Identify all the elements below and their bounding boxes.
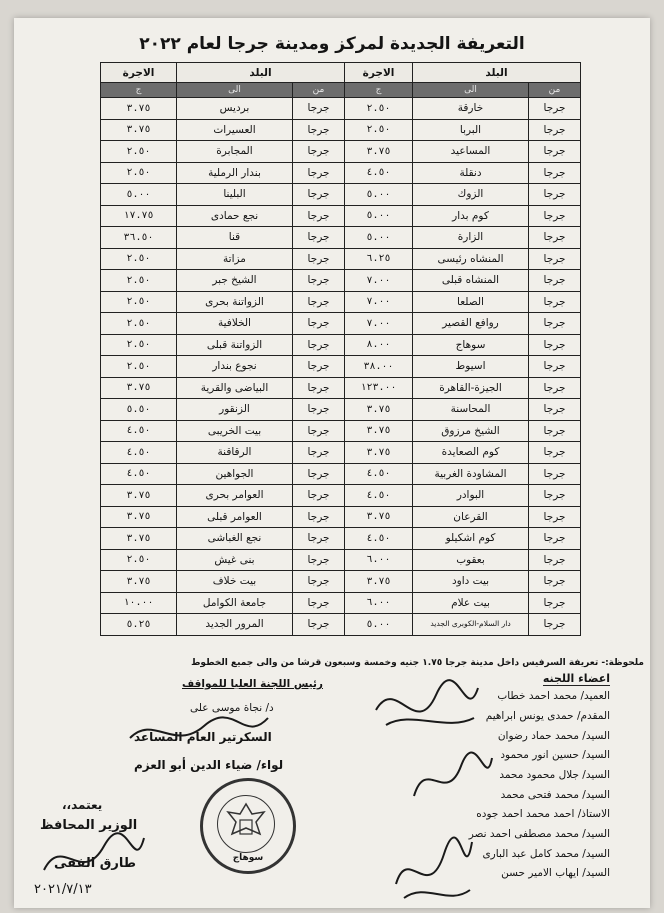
to-cell: نجع حمادى xyxy=(177,205,293,227)
fare-cell: ١٠.٠٠ xyxy=(101,592,177,614)
signature-scribble-1 xyxy=(366,670,486,750)
table-row xyxy=(101,334,581,356)
fare-table xyxy=(100,62,581,636)
to-cell: مزاتة xyxy=(177,248,293,270)
header-town-left: البلد xyxy=(177,63,345,83)
fare-cell: ١٢٣.٠٠ xyxy=(345,377,413,399)
from-cell: جرجا xyxy=(529,442,581,464)
fare-cell: ٥.٠٠ xyxy=(345,614,413,636)
fare-cell: ٢.٥٠ xyxy=(101,549,177,571)
committee-title: اعضاء اللجنه xyxy=(542,672,610,685)
table-row xyxy=(101,98,581,120)
from-cell: جرجا xyxy=(293,248,345,270)
fare-cell: ٥.٢٥ xyxy=(101,614,177,636)
from-cell: جرجا xyxy=(293,463,345,485)
fare-cell: ٢.٥٠ xyxy=(101,248,177,270)
to-cell: المحاسنة xyxy=(413,399,529,421)
to-cell: كوم بدار xyxy=(413,205,529,227)
signature-scribble-4 xyxy=(124,708,274,758)
subheader-from-right: من xyxy=(529,83,581,98)
to-cell: الزنقور xyxy=(177,399,293,421)
table-row xyxy=(101,592,581,614)
to-cell: بيت الخريبى xyxy=(177,420,293,442)
to-cell: الشيخ جبر xyxy=(177,270,293,292)
fare-cell: ٥.٠٠ xyxy=(101,184,177,206)
from-cell: جرجا xyxy=(293,377,345,399)
subheader-from-left: من xyxy=(293,83,345,98)
to-cell: المجابرة xyxy=(177,141,293,163)
table-row xyxy=(101,356,581,378)
from-cell: جرجا xyxy=(293,356,345,378)
fare-cell: ٧.٠٠ xyxy=(345,313,413,335)
to-cell: الخلافية xyxy=(177,313,293,335)
to-cell: المساعيد xyxy=(413,141,529,163)
from-cell: جرجا xyxy=(293,270,345,292)
to-cell: بندار الرملية xyxy=(177,162,293,184)
from-cell: جرجا xyxy=(529,98,581,120)
from-cell: جرجا xyxy=(293,291,345,313)
table-row xyxy=(101,248,581,270)
secretary-title: السكرتير العام المساعد xyxy=(134,730,272,744)
header-fare-right: الاجرة xyxy=(345,63,413,83)
fare-cell: ٢.٥٠ xyxy=(101,291,177,313)
from-cell: جرجا xyxy=(529,463,581,485)
table-row xyxy=(101,614,581,636)
to-cell: روافع القصير xyxy=(413,313,529,335)
subheader-to-left: الى xyxy=(177,83,293,98)
to-cell: الزواتنة بحرى xyxy=(177,291,293,313)
fare-cell: ٣.٧٥ xyxy=(345,442,413,464)
from-cell: جرجا xyxy=(293,506,345,528)
from-cell: جرجا xyxy=(529,313,581,335)
from-cell: جرجا xyxy=(293,592,345,614)
table-row xyxy=(101,162,581,184)
from-cell: جرجا xyxy=(529,399,581,421)
to-cell: دار السلام-الكوبرى الجديد xyxy=(413,614,529,636)
from-cell: جرجا xyxy=(529,227,581,249)
fare-cell: ٥.٠٠ xyxy=(345,184,413,206)
to-cell: الرقاقنة xyxy=(177,442,293,464)
from-cell: جرجا xyxy=(529,334,581,356)
table-row xyxy=(101,377,581,399)
governor-name: طارق الفقى xyxy=(54,856,136,871)
from-cell: جرجا xyxy=(529,291,581,313)
to-cell: بيت علام xyxy=(413,592,529,614)
from-cell: جرجا xyxy=(529,270,581,292)
to-cell: العوامر قبلى xyxy=(177,506,293,528)
to-cell: بنى غيش xyxy=(177,549,293,571)
fare-cell: ٤.٥٠ xyxy=(345,485,413,507)
fare-cell: ٨.٠٠ xyxy=(345,334,413,356)
table-row xyxy=(101,313,581,335)
from-cell: جرجا xyxy=(529,184,581,206)
committee-member: السيد/ ايهاب الامير حسن xyxy=(501,867,610,879)
table-row xyxy=(101,485,581,507)
fare-cell: ٣.٧٥ xyxy=(101,506,177,528)
table-row xyxy=(101,420,581,442)
to-cell: دنقلة xyxy=(413,162,529,184)
from-cell: جرجا xyxy=(293,420,345,442)
fare-cell: ٣.٧٥ xyxy=(345,141,413,163)
signature-scribble-5 xyxy=(38,830,148,890)
fare-cell: ٢.٥٠ xyxy=(101,270,177,292)
from-cell: جرجا xyxy=(529,614,581,636)
from-cell: جرجا xyxy=(529,119,581,141)
governorate-seal xyxy=(200,778,296,874)
from-cell: جرجا xyxy=(293,485,345,507)
committee-member: السيد/ محمد كامل عبد البارى xyxy=(482,848,610,860)
to-cell: البلينا xyxy=(177,184,293,206)
fare-cell: ٥.٠٠ xyxy=(345,205,413,227)
fare-cell: ٧.٠٠ xyxy=(345,291,413,313)
fare-cell: ٤.٥٠ xyxy=(345,463,413,485)
table-row xyxy=(101,506,581,528)
minister-title: الوزير المحافظ xyxy=(40,818,138,833)
to-cell: جامعة الكوامل xyxy=(177,592,293,614)
from-cell: جرجا xyxy=(293,399,345,421)
to-cell: الجواهين xyxy=(177,463,293,485)
header-town-right: البلد xyxy=(413,63,581,83)
subheader-pound-right: ج xyxy=(345,83,413,98)
fare-cell: ٣٨.٠٠ xyxy=(345,356,413,378)
from-cell: جرجا xyxy=(293,141,345,163)
table-subheader-row xyxy=(101,83,581,98)
chair-name: د/ نجاة موسى على xyxy=(190,702,274,714)
fare-cell: ٣.٧٥ xyxy=(345,571,413,593)
header-fare-left: الاجرة xyxy=(101,63,177,83)
document-page xyxy=(14,18,650,908)
table-row xyxy=(101,227,581,249)
to-cell: بيت خلاف xyxy=(177,571,293,593)
to-cell: نجع الغباشى xyxy=(177,528,293,550)
fare-table-body xyxy=(101,98,581,636)
seal-label: سوهاج xyxy=(232,853,264,863)
to-cell: المنشاه قبلى xyxy=(413,270,529,292)
from-cell: جرجا xyxy=(529,592,581,614)
from-cell: جرجا xyxy=(293,184,345,206)
from-cell: جرجا xyxy=(293,162,345,184)
fare-cell: ٢.٥٠ xyxy=(101,313,177,335)
general-name: لواء/ ضياء الدين أبو العزم xyxy=(134,758,284,772)
table-header-row xyxy=(101,63,581,83)
table-row xyxy=(101,184,581,206)
to-cell: البياضى والقرية xyxy=(177,377,293,399)
to-cell: كوم اشكيلو xyxy=(413,528,529,550)
fare-cell: ٧.٠٠ xyxy=(345,270,413,292)
document-title: التعريفة الجديدة لمركز ومدينة جرجا لعام ٢٠٢٢ xyxy=(139,34,525,54)
to-cell: الجيزة-القاهرة xyxy=(413,377,529,399)
from-cell: جرجا xyxy=(529,356,581,378)
from-cell: جرجا xyxy=(293,227,345,249)
to-cell: نجوع بندار xyxy=(177,356,293,378)
from-cell: جرجا xyxy=(293,205,345,227)
from-cell: جرجا xyxy=(293,334,345,356)
signature-scribble-3 xyxy=(386,824,476,908)
fare-cell: ٤.٥٠ xyxy=(345,528,413,550)
fare-cell: ٢.٥٠ xyxy=(345,119,413,141)
to-cell: الزوك xyxy=(413,184,529,206)
to-cell: المشاودة الغربية xyxy=(413,463,529,485)
from-cell: جرجا xyxy=(529,485,581,507)
table-row xyxy=(101,463,581,485)
fare-note: ملحوظة:- تعريفة السرفيس داخل مدينة جرجا ١.٧٥ جنيه وخمسة وسبعون قرشا من والى جميع الخطوط xyxy=(191,658,644,668)
table-row xyxy=(101,442,581,464)
to-cell: قنا xyxy=(177,227,293,249)
from-cell: جرجا xyxy=(529,141,581,163)
fare-cell: ٣.٧٥ xyxy=(101,377,177,399)
committee-member: السيد/ جلال محمود محمد xyxy=(499,769,610,781)
fare-cell: ٣.٧٥ xyxy=(101,485,177,507)
to-cell: برديس xyxy=(177,98,293,120)
from-cell: جرجا xyxy=(293,571,345,593)
from-cell: جرجا xyxy=(529,571,581,593)
from-cell: جرجا xyxy=(293,614,345,636)
committee-member: السيد/ محمد حماد رضوان xyxy=(497,730,610,742)
fare-cell: ٣.٧٥ xyxy=(345,420,413,442)
committee-member: السيد/ محمد فتحى محمد xyxy=(500,789,610,801)
fare-cell: ٢.٥٠ xyxy=(345,98,413,120)
committee-member: الاستاذ/ احمد محمد احمد جوده xyxy=(476,808,610,820)
to-cell: الزارة xyxy=(413,227,529,249)
fare-cell: ٢.٥٠ xyxy=(101,162,177,184)
to-cell: الشيخ مرزوق xyxy=(413,420,529,442)
subheader-to-right: الى xyxy=(413,83,529,98)
fare-cell: ٢.٥٠ xyxy=(101,334,177,356)
fare-cell: ٣.٧٥ xyxy=(345,399,413,421)
to-cell: بعقوب xyxy=(413,549,529,571)
fare-cell: ٦.٠٠ xyxy=(345,549,413,571)
from-cell: جرجا xyxy=(293,119,345,141)
from-cell: جرجا xyxy=(529,248,581,270)
to-cell: البوادر xyxy=(413,485,529,507)
fare-cell: ٤.٥٠ xyxy=(345,162,413,184)
from-cell: جرجا xyxy=(529,506,581,528)
from-cell: جرجا xyxy=(529,528,581,550)
committee-member: السيد/ محمد مصطفى احمد نصر xyxy=(468,828,610,840)
table-row xyxy=(101,205,581,227)
fare-cell: ٢.٥٠ xyxy=(101,141,177,163)
fare-cell: ٦.٢٥ xyxy=(345,248,413,270)
from-cell: جرجا xyxy=(293,549,345,571)
subheader-pound-left: ج xyxy=(101,83,177,98)
signature-date: ٢٠٢١/٧/١٣ xyxy=(34,882,92,897)
approval-label: يعتمد،، xyxy=(62,798,103,812)
fare-cell: ٢.٥٠ xyxy=(101,356,177,378)
fare-cell: ٦.٠٠ xyxy=(345,592,413,614)
to-cell: بيت داود xyxy=(413,571,529,593)
table-row xyxy=(101,291,581,313)
table-row xyxy=(101,528,581,550)
from-cell: جرجا xyxy=(293,528,345,550)
fare-cell: ٤.٥٠ xyxy=(101,463,177,485)
to-cell: خارقة xyxy=(413,98,529,120)
table-row xyxy=(101,571,581,593)
committee-member: السيد/ حسين انور محمود xyxy=(500,749,610,761)
fare-cell: ٤.٥٠ xyxy=(101,420,177,442)
fare-cell: ٣.٧٥ xyxy=(101,571,177,593)
to-cell: العسيرات xyxy=(177,119,293,141)
from-cell: جرجا xyxy=(529,205,581,227)
from-cell: جرجا xyxy=(293,313,345,335)
to-cell: القرعان xyxy=(413,506,529,528)
committee-member: المقدم/ حمدى يونس ابراهيم xyxy=(485,710,610,722)
from-cell: جرجا xyxy=(529,377,581,399)
fare-cell: ٣٦.٥٠ xyxy=(101,227,177,249)
fare-cell: ٥.٠٠ xyxy=(345,227,413,249)
table-row xyxy=(101,399,581,421)
to-cell: العوامر بحرى xyxy=(177,485,293,507)
fare-cell: ١٧.٧٥ xyxy=(101,205,177,227)
table-row xyxy=(101,119,581,141)
to-cell: البربا xyxy=(413,119,529,141)
from-cell: جرجا xyxy=(293,98,345,120)
from-cell: جرجا xyxy=(293,442,345,464)
table-row xyxy=(101,549,581,571)
fare-cell: ٤.٥٠ xyxy=(101,442,177,464)
fare-cell: ٥.٥٠ xyxy=(101,399,177,421)
table-row xyxy=(101,141,581,163)
to-cell: الصلعا xyxy=(413,291,529,313)
to-cell: اسيوط xyxy=(413,356,529,378)
to-cell: المنشاه رئيسى xyxy=(413,248,529,270)
signature-scribble-2 xyxy=(406,746,496,816)
from-cell: جرجا xyxy=(529,549,581,571)
from-cell: جرجا xyxy=(529,162,581,184)
fare-cell: ٣.٧٥ xyxy=(101,528,177,550)
table-row xyxy=(101,270,581,292)
to-cell: سوهاج xyxy=(413,334,529,356)
chair-title: رئيس اللجنة العليا للمواقف xyxy=(182,678,323,690)
fare-cell: ٣.٧٥ xyxy=(345,506,413,528)
to-cell: المرور الجديد xyxy=(177,614,293,636)
to-cell: الزواتنة قبلى xyxy=(177,334,293,356)
from-cell: جرجا xyxy=(529,420,581,442)
fare-cell: ٣.٧٥ xyxy=(101,98,177,120)
to-cell: كوم الصعايدة xyxy=(413,442,529,464)
fare-cell: ٣.٧٥ xyxy=(101,119,177,141)
committee-member: العميد/ محمد احمد خطاب xyxy=(497,690,610,702)
seal-eagle-emblem xyxy=(217,795,275,853)
